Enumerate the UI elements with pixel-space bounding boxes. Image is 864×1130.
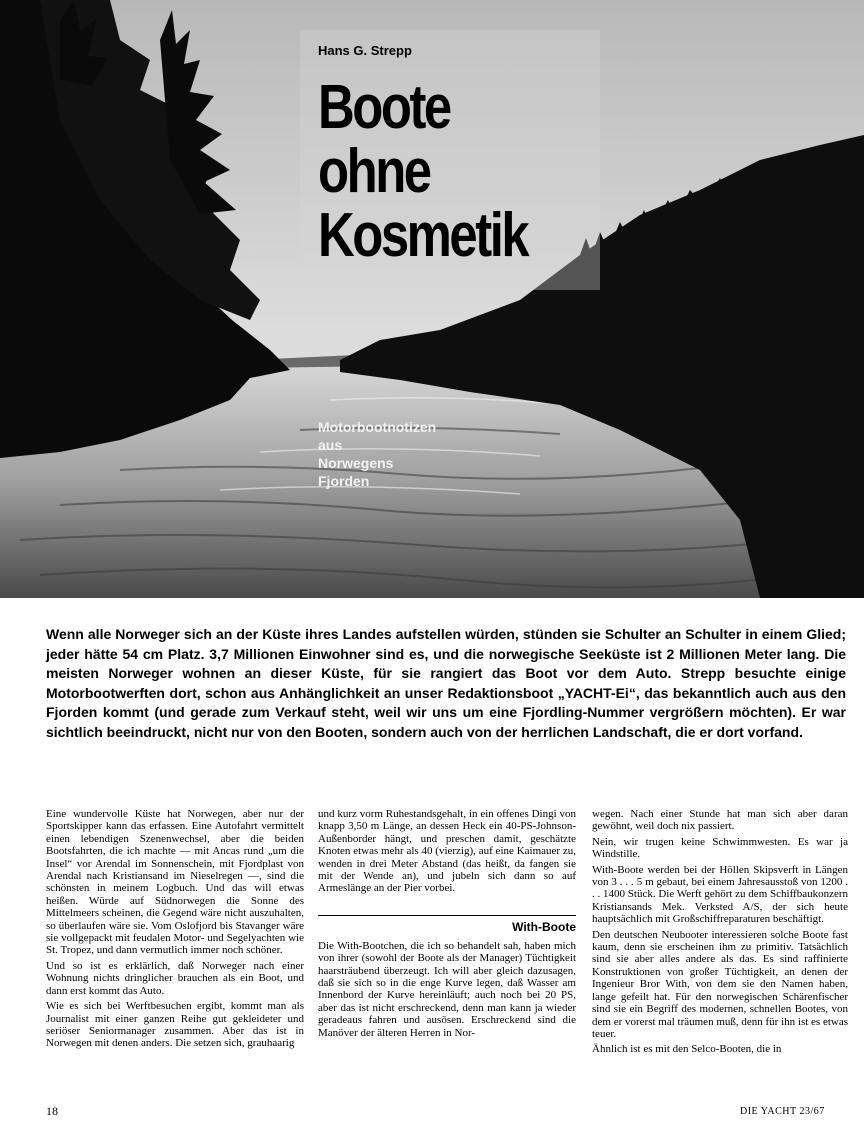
subtitle-line: aus xyxy=(318,437,343,453)
body-paragraph: Nein, wir trugen keine Schwimmwesten. Es war ja Windstille. xyxy=(592,835,848,861)
body-paragraph: Ähnlich ist es mit den Selco-Booten, die in xyxy=(592,1043,782,1056)
body-paragraph: Die With-Bootchen, die ich so behandelt sah, haben mich von ihrer (sowohl der Boote als der Manager) Tüchtigkeit haarsträubend überzeugt. Ich will aber gleich dazusagen, daß sie sich so in die enge Kurve legen, daß Wasser am Innenbord der Kurve hereinläuft; auch noch bei 20 PS, aber das ist nicht erschreckend, denn man kann ja wieder geradeaus fahren und ausösen. Erschreckend sind die Manöver der älteren Herren in Nor- xyxy=(318,939,576,1039)
subtitle-line: Fjorden xyxy=(318,473,370,489)
title-line: ohne xyxy=(318,137,430,206)
journal-footer: DIE YACHT 23/67 xyxy=(740,1106,825,1117)
title-line: Kosmetik xyxy=(318,201,528,270)
body-paragraph: Wie es sich bei Werftbesuchen ergibt, kommt man als Journalist mit einer ganzen Reihe gut gekleideter und seriöser Seniormanager zusammen. Aber das ist in Norwegen mit denen anders. Die setzen sich, grauhaarig xyxy=(46,1000,304,1050)
author-name: Hans G. Strepp xyxy=(318,43,412,58)
body-paragraph: Und so ist es erklärlich, daß Norweger nach einer Wohnung nichts dringlicher brauchen als ein Boot, und dann erst kommt das Auto. xyxy=(46,959,304,997)
body-paragraph: With-Boote werden bei der Höllen Skipsverft in Längen von 3 . . . 5 m gebaut, bei einem Jahresausstoß von 1200 . . . 1400 Stück. Die Werft gehört zu dem Schiffbaukonzern Kristiansands Mek. Verksted A/S, der sich heute hauptsächlich mit Großschiffreparaturen beschäftigt. xyxy=(592,863,848,926)
subtitle-line: Norwegens xyxy=(318,455,394,471)
body-paragraph: wegen. Nach einer Stunde hat man sich aber daran gewöhnt, weil doch nix passiert. xyxy=(592,808,848,833)
text-column-2 xyxy=(318,808,576,1042)
page-number: 18 xyxy=(46,1104,58,1118)
body-paragraph: Den deutschen Neubooter interessieren solche Boote fast kaum, denn sie erscheinen ihm zu primitiv. Tatsächlich sind sie aber alles andere als das. Es sind raffinierte Konstruktionen von großer Tüchtigkeit, an denen der Ingenieur Bror With, von dem sie den Namen haben, lange gefeilt hat. Für den norwegischen Schärenfischer sind sie ein Begriff des modernen, schnellen Bootes, von dem er vorerst mal träumen muß, denn für ihn ist es etwas teuer. xyxy=(592,928,848,1040)
title-line: Boote xyxy=(318,73,450,142)
text-column-1 xyxy=(46,808,304,1053)
section-heading: With-Boote xyxy=(318,915,576,934)
subtitle-line: Motorbootnotizen xyxy=(318,419,437,435)
lead-paragraph: Wenn alle Norweger sich an der Küste ihres Landes aufstellen würden, stünden sie Schulter an Schulter in einem Glied; jeder hätte 54 cm Platz. 3,7 Millionen Einwohner sind es, und die norwegische Seeküste ist 2 Millionen Meter lang. Die meisten Norweger wohnen an dieser Küste, für sie rangiert das Boot vor dem Auto. Strepp besuchte einige Motorbootwerften dort, schon aus Anhänglichkeit an unser Redaktionsboot „YACHT-Ei“, das bekanntlich auch aus den Fjorden kommt (und gerade zum Verkauf steht, weil wir uns um eine Fjordling-Nummer vergrößern möchten). Er war sichtlich beeindruckt, nicht nur von den Booten, sondern auch von der herrlichen Landschaft, die er dort vorfand. xyxy=(46,626,846,740)
text-column-3 xyxy=(592,808,848,1059)
body-paragraph: Eine wundervolle Küste hat Norwegen, aber nur der Sportskipper kann das erfassen. Eine Autofahrt vermittelt einen lebendigen Szenenwechsel, aber die beiden Bootsfahrten, die ich machte — mit Ancas rund „um die Insel“ vor Arendal im Sonnenschein, mit Fjordplast von Arendal nach Kristiansand im Nieselregen —, sind die schönsten in meinem Logbuch. Und das will etwas heißen. Würde auf Südnorwegen die Sonne des Mittelmeers scheinen, die Gegend wäre nicht auszuhalten, so überlaufen wäre sie. Vom Oslofjord bis Stavanger wäre sie vollgepackt mit feudalen Motor- und Segelyachten wie St. Tropez, und dann vermutlich immer noch schöner. xyxy=(46,808,304,957)
article-subtitle xyxy=(318,418,436,490)
body-paragraph: und kurz vorm Ruhestandsgehalt, in ein offenes Dingi von knapp 3,50 m Länge, an dessen Heck ein 40-PS-Johnson-Außenborder hängt, und preschen damit, geschätzte Knoten etwas mehr als 40 (vierzig), auf eine Kaimauer zu, wenden in drei Meter Abstand (das heißt, da fangen sie mit der Wende an), und jubeln sich dann so auf Armeslänge an der Pier vorbei. xyxy=(318,808,576,895)
article-title xyxy=(318,73,528,270)
